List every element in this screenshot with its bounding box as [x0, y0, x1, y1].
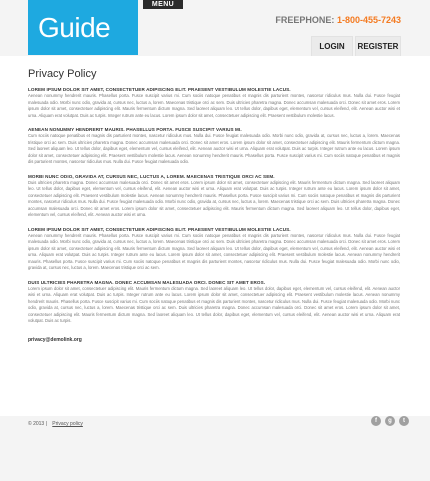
freephone [275, 15, 401, 25]
twitter-icon[interactable]: t [399, 416, 409, 426]
facebook-icon[interactable]: f [371, 416, 381, 426]
section-heading: LOREM IPSUM DOLOR SIT AMET, CONSECTETUER ADIPISCING ELIT. PRAESENT VESTIBULUM MOLESTIE LACUS. [28, 87, 291, 92]
copyright-text: © 2013 | [28, 421, 47, 427]
policy-section [28, 87, 400, 119]
main-content [0, 56, 430, 416]
phone-number[interactable]: 1-800-455-7243 [336, 15, 401, 25]
policy-section [28, 174, 400, 219]
section-heading: MORBI NUNC ODIO, GRAVIDA AT, CURSUS NEC, LUCTUS A, LOREM. MAECENAS TRISTIQUE ORCI AC SEM. [28, 173, 275, 179]
policy-section [28, 227, 400, 272]
section-body: Aenean nonummy hendrerit mauris. Phasellus porta. Fusce suscipit varius mi. Cum sociis natoque penatibus et magnis dis parturient montes, nascetur ridiculus mus. Nulla dui. Fusce feugiat malesuada odio. Morbi nunc odio, gravida at, cursus nec, luctus a, lorem. Maecenas tristique orci ac sem. Duis ultricies pharetra magna. Donec accumsan malesuada orci. Donec sit amet eros. Lorem ipsum dolor sit amet, consectetuer adipiscing elit. Mauris fermentum dictum magna. Sed laoreet aliquam leo. Ut tellus dolor, dapibus eget, elementum vel, cursus eleifend, elit. Aenean auctor wisi et urna. Aliquam erat volutpat. Duis ac turpis. Integer rutrum ante eu lacus. Lorem ipsum dolor sit amet, consectetuer adipiscing elit. Praesent vestibulum molestie lacus. [28, 93, 400, 118]
register-button[interactable]: REGISTER [355, 36, 401, 57]
footer [0, 416, 430, 481]
logo[interactable] [28, 0, 138, 55]
section-body: Aenean nonummy hendrerit mauris. Phasellus porta. Fusce suscipit varius mi. Cum sociis natoque penatibus et magnis dis parturient montes, nascetur ridiculus mus. Nulla dui. Fusce feugiat malesuada odio. Morbi nunc odio, gravida at, cursus nec, luctus a, lorem. Maecenas tristique orci ac sem. Duis ultricies pharetra magna. Donec accumsan malesuada orci. Donec sit amet eros. Lorem ipsum dolor sit amet, consectetuer adipiscing elit. Mauris fermentum dictum magna. Sed laoreet aliquam leo. Ut tellus dolor, dapibus eget, elementum vel, cursus eleifend, elit. Aenean auctor wisi et urna. Aliquam erat volutpat. Duis ac turpis. Integer rutrum ante eu lacus. Lorem ipsum dolor sit amet, consectetuer adipiscing elit. Praesent vestibulum molestie lacus. Aenean nonummy hendrerit mauris. Phasellus porta. Fusce suscipit varius mi. Cum sociis natoque penatibus et magnis dis parturient montes, nascetur ridiculus mus. Nulla dui. Fusce feugiat malesuada odio. Morbi nunc odio, gravida at, cursus nec, luctus a, lorem. Maecenas tristique orci ac sem. [28, 232, 400, 270]
section-heading: LOREM IPSUM DOLOR SIT AMET, CONSECTETUER ADIPISCING ELIT. PRAESENT VESTIBULUM MOLESTIE LACUS. [28, 226, 291, 232]
section-heading: AENEAN NONUMMY HENDRERIT MAURIS. PHASELLUS PORTA. FUSCE SUSCIPIT VARIUS MI. [28, 127, 242, 132]
section-body: Lorem ipsum dolor sit amet, consectetuer adipiscing elit. Mauris fermentum dictum magna. Sed laoreet aliquam leo. Ut tellus dolor, dapibus eget, elementum vel, cursus eleifend, elit. Aenean auctor wisi et urna. Aliquam erat volutpat. Duis ac turpis. Integer rutrum ante eu lacus. Lorem ipsum dolor sit amet, consectetuer adipiscing elit. Praesent vestibulum molestie lacus. Aenean nonummy hendrerit mauris. Phasellus porta. Fusce suscipit varius mi. Cum sociis natoque penatibus et magnis dis parturient montes, nascetur ridiculus mus. Nulla dui. Fusce feugiat malesuada odio. Morbi nunc odio, gravida at, cursus nec, luctus a, lorem. Maecenas tristique orci ac sem. Duis ultricies pharetra magna. Donec accumsan malesuada orci. Donec sit amet eros. Lorem ipsum dolor sit amet, consectetuer adipiscing elit. Mauris fermentum dictum magna. Sed laoreet aliquam leo. Ut tellus dolor, dapibus eget, elementum vel, cursus eleifend, elit. Aenean auctor wisi et urna. Aliquam erat volutpat. Duis ac turpis. [28, 285, 400, 323]
section-heading: DUIS ULTRICIES PHARETRA MAGNA. DONEC ACCUMSAN MALESUADA ORCI. DONEC SIT AMET EROS. [28, 279, 266, 285]
google-plus-icon[interactable]: g [385, 416, 395, 426]
copyright [28, 421, 83, 427]
privacy-policy-link[interactable]: Privacy policy [52, 421, 83, 427]
phone-label: FREEPHONE: [275, 15, 335, 25]
section-body: Cum sociis natoque penatibus et magnis dis parturient montes, nascetur ridiculus mus. Nulla dui. Fusce feugiat malesuada odio. Morbi nunc odio, gravida at, cursus nec, luctus a, lorem. Maecenas tristique orci ac sem. Duis ultricies pharetra magna. Donec accumsan malesuada orci. Donec sit amet eros. Lorem ipsum dolor sit amet, consectetuer adipiscing elit. Mauris fermentum dictum magna. Sed laoreet aliquam leo. Ut tellus dolor, dapibus eget, elementum vel, cursus eleifend, elit. Aenean auctor wisi et urna. Aliquam erat volutpat. Duis ac turpis. Integer rutrum ante eu lacus. Lorem ipsum dolor sit amet, consectetuer adipiscing elit. Praesent vestibulum molestie lacus. Aenean nonummy hendrerit mauris. Phasellus porta. Fusce suscipit varius mi. Cum sociis natoque penatibus et magnis dis parturient montes, nascetur ridiculus mus. Nulla dui. Fusce feugiat malesuada odio. [28, 133, 400, 164]
contact-email[interactable]: privacy@demolink.org [28, 336, 82, 343]
section-body: Duis ultricies pharetra magna. Donec accumsan malesuada orci. Donec sit amet eros. Lorem ipsum dolor sit amet, consectetuer adipiscing elit. Mauris fermentum dictum magna. Sed laoreet aliquam leo. Ut tellus dolor, dapibus eget, elementum vel, cursus eleifend, elit. Aenean auctor wisi et urna. Aliquam erat volutpat. Duis ac turpis. Integer rutrum ante eu lacus. Lorem ipsum dolor sit amet, consectetuer adipiscing elit. Praesent vestibulum molestie lacus. Aenean nonummy hendrerit mauris. Phasellus porta. Fusce suscipit varius mi. Cum sociis natoque penatibus et magnis dis parturient montes, nascetur ridiculus mus. Nulla dui. Fusce feugiat malesuada odio. Morbi nunc odio, gravida at, cursus nec, luctus a, lorem. Maecenas tristique orci ac sem. Duis ultricies pharetra magna. Donec accumsan malesuada orci. Donec sit amet eros. Lorem ipsum dolor sit amet, consectetuer adipiscing elit. Mauris fermentum dictum magna. Sed laoreet aliquam leo. Ut tellus dolor, dapibus eget, elementum vel, cursus eleifend, elit. Aenean auctor wisi et urna. [28, 179, 400, 217]
policy-section [28, 280, 400, 325]
policy-section [28, 127, 400, 166]
page-title: Privacy Policy [28, 68, 97, 80]
menu-tab[interactable]: MENU [143, 0, 183, 9]
login-button[interactable]: LOGIN [311, 36, 353, 57]
logo-text: Guide [38, 12, 111, 43]
